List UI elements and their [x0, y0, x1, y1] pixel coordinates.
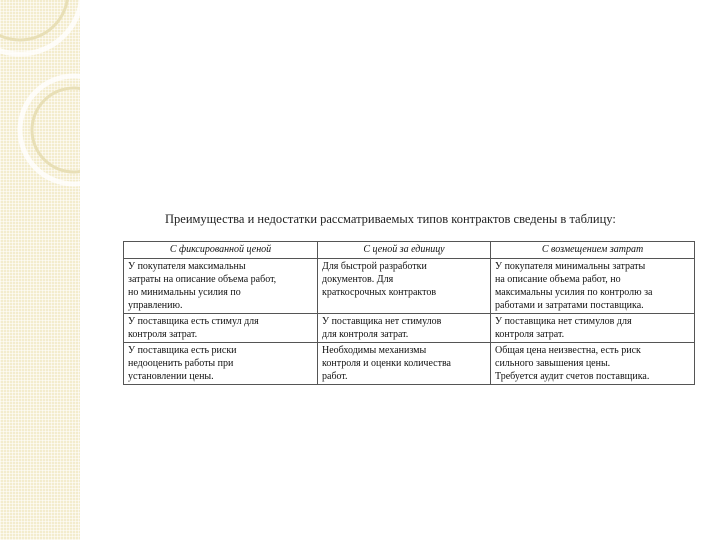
- cell-line: У поставщика есть риски: [128, 345, 237, 356]
- table-header-row: [124, 242, 695, 259]
- table-cell: [124, 314, 318, 343]
- table-cell: [318, 314, 491, 343]
- cell-line: работ.: [322, 371, 348, 382]
- cell-line: затраты на описание объема работ,: [128, 274, 277, 285]
- cell-line: установлении цены.: [128, 371, 214, 382]
- cell-line: контроля затрат.: [495, 329, 565, 340]
- cell-line: Общая цена неизвестна, есть риск: [495, 345, 641, 356]
- table-row: [124, 343, 695, 385]
- cell-line: максимальны усилия по контролю за: [495, 287, 653, 298]
- table-cell: [318, 343, 491, 385]
- cell-line: недооценить работы при: [128, 358, 234, 369]
- table-cell: [491, 259, 695, 314]
- table-cell: [124, 259, 318, 314]
- cell-line: работами и затратами поставщика.: [495, 300, 644, 311]
- table-row: [124, 314, 695, 343]
- cell-line: Для быстрой разработки: [322, 261, 427, 272]
- decorative-circles: [0, 0, 80, 540]
- cell-line: краткосрочных контрактов: [322, 287, 437, 298]
- cell-line: для контроля затрат.: [322, 329, 409, 340]
- cell-line: У поставщика есть стимул для: [128, 316, 259, 327]
- cell-line: документов. Для: [322, 274, 394, 285]
- header-unit-price: С ценой за единицу: [318, 242, 491, 259]
- header-cost-reimbursable: С возмещением затрат: [491, 242, 695, 259]
- cell-line: сильного завышения цены.: [495, 358, 611, 369]
- cell-line: У покупателя максимальны: [128, 261, 246, 272]
- table-caption: Преимущества и недостатки рассматриваемых типов контрактов сведены в таблицу:: [165, 212, 616, 226]
- table-cell: [491, 343, 695, 385]
- cell-line: контроля затрат.: [128, 329, 198, 340]
- cell-line: У поставщика нет стимулов: [322, 316, 442, 327]
- table-cell: [318, 259, 491, 314]
- decorative-side-strip: [0, 0, 80, 540]
- cell-line: но минимальны усилия по: [128, 287, 241, 298]
- cell-line: У покупателя минимальны затраты: [495, 261, 646, 272]
- cell-line: на описание объема работ, но: [495, 274, 621, 285]
- header-fixed-price: С фиксированной ценой: [124, 242, 318, 259]
- cell-line: управлению.: [128, 300, 183, 311]
- table-cell: [124, 343, 318, 385]
- contract-types-table: [123, 241, 695, 385]
- table-cell: [491, 314, 695, 343]
- cell-line: Необходимы механизмы: [322, 345, 427, 356]
- table-row: [124, 259, 695, 314]
- cell-line: контроля и оценки количества: [322, 358, 451, 369]
- cell-line: У поставщика нет стимулов для: [495, 316, 632, 327]
- cell-line: Требуется аудит счетов поставщика.: [495, 371, 650, 382]
